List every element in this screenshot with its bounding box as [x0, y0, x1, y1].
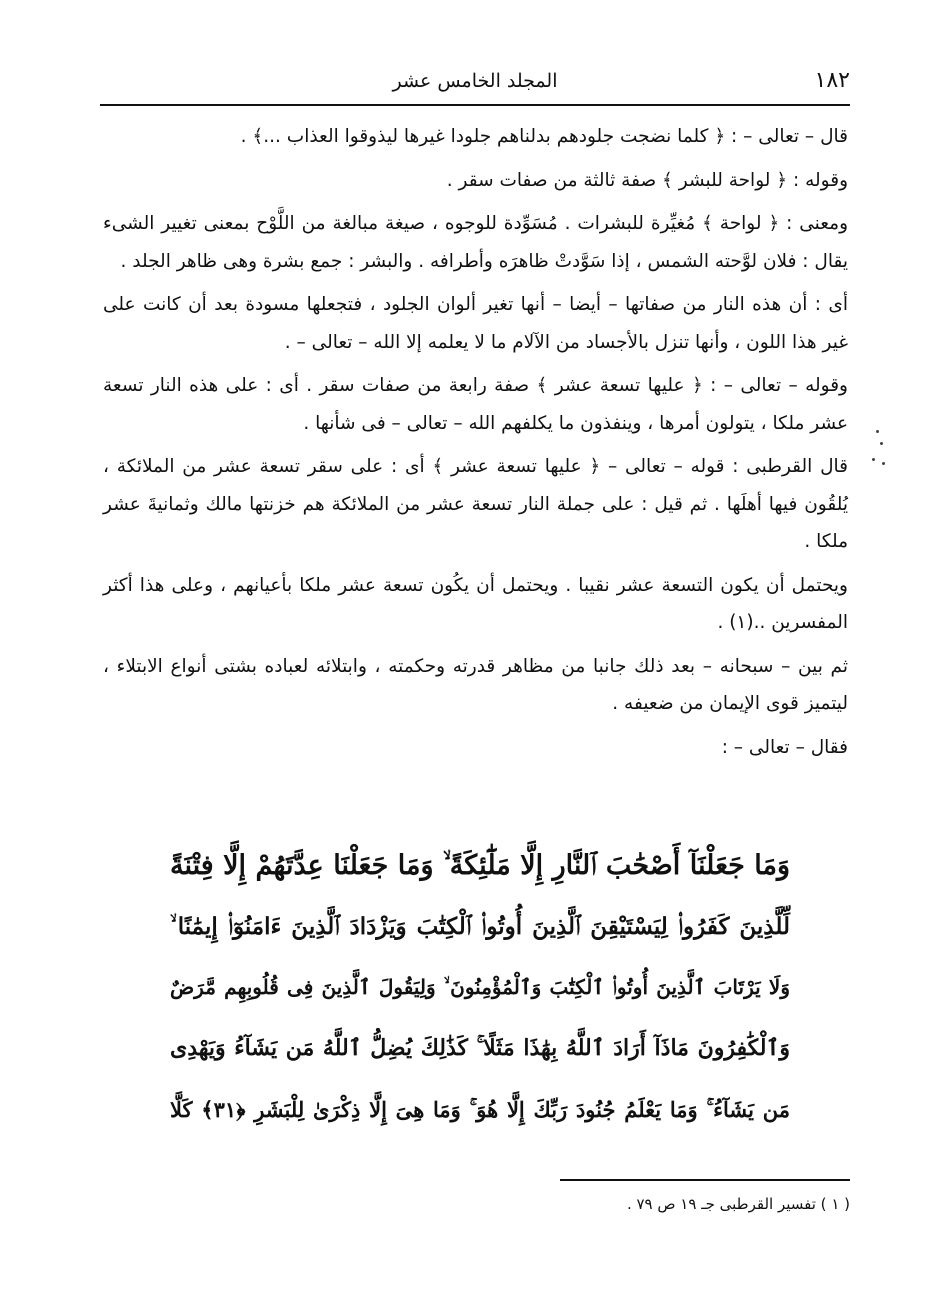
paragraph: ثم بين – سبحانه – بعد ذلك جانبا من مظاهر قدرته وحكمته ، وابتلائه لعباده بشتى أنواع الابتلاء ، ليتميز قوى الإيمان من ضعيفه . [103, 655, 848, 714]
paragraph: وقوله – تعالى – : ﴿ عليها تسعة عشر ﴾ صفة رابعة من صفات سقر . أى : على هذه النار تسعة عشر ملكا ، يتولون أمرها ، وينفذون ما يكلفهم الله – تعالى – فى شأنها . [103, 375, 848, 434]
volume-title: المجلد الخامس عشر [392, 70, 558, 92]
verse-line: وَمَا جَعَلْنَآ أَصْحَٰبَ ٱلنَّارِ إِلَّا مَلَٰٓئِكَةً ۙ وَمَا جَعَلْنَا عِدَّتَهُمْ إِلَّا فِتْنَةً [170, 850, 790, 881]
commentary-text [103, 118, 848, 766]
page-number: ١٨٢ [814, 68, 850, 93]
quran-verse-block [170, 835, 790, 1140]
verse-line: وَٱلْكَٰفِرُونَ مَاذَآ أَرَادَ ٱللَّهُ بِهَٰذَا مَثَلًا ۚ كَذَٰلِكَ يُضِلُّ ٱللَّهُ مَن يَشَآءُ وَيَهْدِى [170, 1035, 790, 1061]
page-header [100, 60, 850, 100]
paragraph: ومعنى : ﴿ لواحة ﴾ مُغيِّرة للبشرات . مُسَوِّدة للوجوه ، صيغة مبالغة من اللَّوْح بمعنى تغيير الشىء يقال : فلان لوَّحته الشمس ، إذا سَوَّدتْ ظاهرَه وأطرافه . والبشر : جمع بشرة وهى ظاهر الجلد . [103, 213, 848, 272]
paragraph: فقال – تعالى – : [721, 736, 848, 758]
verse-line: وَلَا يَرْتَابَ ٱلَّذِينَ أُوتُوا۟ ٱلْكِتَٰبَ وَٱلْمُؤْمِنُونَ ۙ وَلِيَقُولَ ٱلَّذِينَ فِى قُلُوبِهِم مَّرَضٌ [170, 975, 790, 999]
paragraph: وقوله : ﴿ لواحة للبشر ﴾ صفة ثالثة من صفات سقر . [446, 169, 848, 191]
paragraph: قال القرطبى : قوله – تعالى – ﴿ عليها تسعة عشر ﴾ أى : على سقر تسعة عشر من الملائكة ، يُلقُون فيها أهلَها . ثم قيل : على جملة النار تسعة عشر من الملائكة هم خزنتها مالك وثمانيةَ عشر ملكا . [103, 456, 848, 552]
paragraph: قال – تعالى – : ﴿ كلما نضجت جلودهم بدلناهم جلودا غيرها ليذوقوا العذاب ...﴾ . [240, 126, 848, 147]
verse-line: لِّلَّذِينَ كَفَرُوا۟ لِيَسْتَيْقِنَ ٱلَّذِينَ أُوتُوا۟ ٱلْكِتَٰبَ وَيَزْدَادَ ٱلَّذِينَ ءَامَنُوٓا۟ إِيمَٰنًا ۙ [170, 913, 790, 940]
paragraph: ويحتمل أن يكون التسعة عشر نقيبا . ويحتمل أن يكُون تسعة عشر ملكا بأعيانهم ، وعلى هذا أكثر المفسرين ..(١) . [103, 574, 848, 633]
footnote-rule [560, 1179, 850, 1181]
footnote: ( ١ ) تفسير القرطبى جـ ١٩ ص ٧٩ . [626, 1195, 850, 1213]
paragraph: أى : أن هذه النار من صفاتها – أيضا – أنها تغير ألوان الجلود ، فتجعلها مسودة بعد أن كانت على غير هذا اللون ، وأنها تنزل بالأجساد من الآلام ما لا يعلمه إلا الله – تعالى – . [103, 294, 848, 353]
verse-line: مَن يَشَآءُ ۚ وَمَا يَعْلَمُ جُنُودَ رَبِّكَ إِلَّا هُوَ ۚ وَمَا هِىَ إِلَّا ذِكْرَىٰ لِلْبَشَرِ ﴿٣١﴾ كَلَّا [170, 1097, 790, 1122]
scan-specks [868, 428, 888, 478]
header-rule [100, 104, 850, 106]
